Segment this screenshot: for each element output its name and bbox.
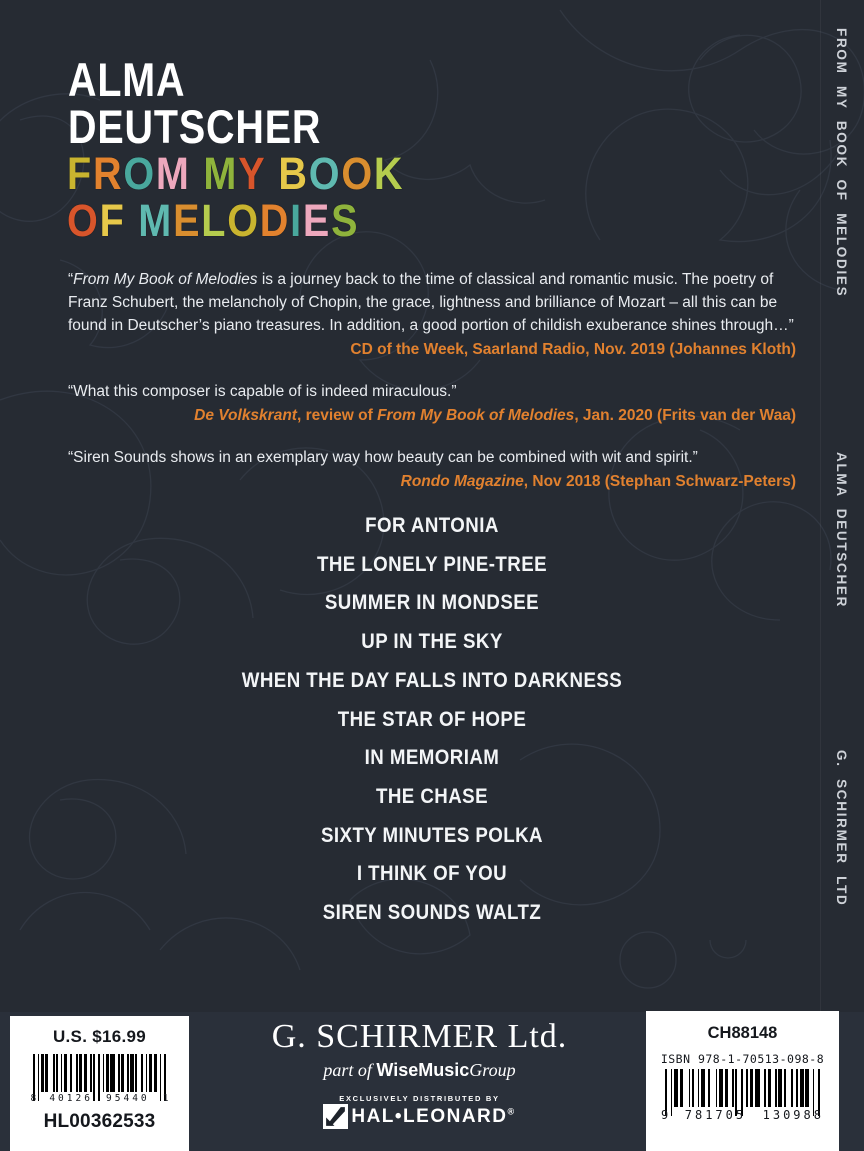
title-line-1: FROM MY BOOK bbox=[67, 148, 405, 199]
quote-attribution: De Volkskrant, review of From My Book of Melodies, Jan. 2020 (Frits van der Waa) bbox=[194, 407, 796, 424]
quote-block bbox=[68, 380, 796, 427]
upc-right-digits: 95440 bbox=[106, 1093, 150, 1104]
song-list bbox=[0, 506, 864, 932]
artist-line-1: ALMA bbox=[68, 53, 186, 106]
song-title: SUMMER IN MONDSEE bbox=[324, 590, 540, 615]
book-title bbox=[67, 150, 404, 244]
ean-barcode-bars bbox=[660, 1069, 825, 1107]
quote-block bbox=[68, 446, 796, 493]
upc-lead-digit: 8 bbox=[30, 1093, 37, 1104]
review-quotes bbox=[68, 268, 796, 512]
price-barcode-box bbox=[10, 1016, 189, 1151]
upc-barcode bbox=[30, 1054, 170, 1104]
song-title: THE CHASE bbox=[375, 783, 488, 808]
artist-line-2: DEUTSCHER bbox=[68, 100, 322, 153]
spine-title: FROM MY BOOK OF MELODIES bbox=[834, 28, 849, 298]
ean-left-digits: 781705 bbox=[684, 1108, 747, 1122]
g-schirmer-logo: G. SCHIRMER Ltd. bbox=[271, 1018, 568, 1055]
title-line-2: OF MELODIES bbox=[67, 195, 360, 246]
artist-name bbox=[68, 53, 322, 153]
spine-publisher: G. SCHIRMER LTD bbox=[834, 750, 849, 907]
chester-catalog-number: CH88148 bbox=[707, 1024, 778, 1042]
hal-leonard-quill-icon bbox=[323, 1104, 348, 1129]
hal-leonard-logo bbox=[193, 1104, 646, 1129]
part-of-label: part of bbox=[323, 1060, 377, 1080]
quote-block bbox=[68, 268, 796, 361]
quote-text: “Siren Sounds shows in an exemplary way how beauty can be combined with wit and spirit.” bbox=[68, 449, 698, 466]
ean-digits bbox=[660, 1108, 825, 1122]
ean-barcode bbox=[660, 1069, 825, 1122]
quote-attribution: CD of the Week, Saarland Radio, Nov. 2019 (Johannes Kloth) bbox=[350, 341, 796, 358]
song-title: SIREN SOUNDS WALTZ bbox=[322, 900, 542, 925]
song-title: I THINK OF YOU bbox=[356, 861, 508, 886]
hal-leonard-wordmark: HAL•LEONARD® bbox=[351, 1105, 516, 1127]
song-title: FOR ANTONIA bbox=[365, 513, 499, 537]
song-title: SIXTY MINUTES POLKA bbox=[320, 822, 544, 847]
publisher-logos bbox=[193, 1018, 646, 1129]
song-title: UP IN THE SKY bbox=[361, 629, 503, 654]
registered-mark: ® bbox=[507, 1106, 516, 1117]
song-title: IN MEMORIAM bbox=[364, 745, 500, 770]
upc-digits bbox=[30, 1093, 170, 1104]
upc-barcode-bars bbox=[30, 1054, 170, 1092]
song-title: THE LONELY PINE-TREE bbox=[316, 551, 548, 576]
spine-artist: ALMA DEUTSCHER bbox=[834, 452, 849, 609]
upc-trail-digit: 1 bbox=[162, 1093, 169, 1104]
ean-right-digits: 130988 bbox=[762, 1108, 824, 1122]
hal-leonard-catalog-number: HL00362533 bbox=[43, 1111, 156, 1132]
isbn-barcode-box bbox=[646, 1011, 839, 1151]
group-label: Group bbox=[469, 1060, 516, 1080]
quote-text: “What this composer is capable of is indeed miraculous.” bbox=[68, 383, 457, 400]
isbn-label: ISBN 978-1-70513-098-8 bbox=[660, 1052, 825, 1066]
song-title: WHEN THE DAY FALLS INTO DARKNESS bbox=[241, 667, 623, 692]
wise-music-label: WiseMusic bbox=[376, 1060, 470, 1080]
quote-attribution: Rondo Magazine, Nov 2018 (Stephan Schwarz-Peters) bbox=[400, 473, 796, 490]
distributed-by-label: EXCLUSIVELY DISTRIBUTED BY bbox=[339, 1094, 500, 1103]
price-label: U.S. $16.99 bbox=[52, 1027, 147, 1046]
ean-lead-digit: 9 bbox=[661, 1108, 669, 1122]
wise-music-group-line bbox=[193, 1059, 646, 1081]
song-title: THE STAR OF HOPE bbox=[337, 706, 527, 731]
quote-text: “From My Book of Melodies is a journey back to the time of classical and romantic music. The poetry of Franz Schubert, the melancholy of Chopin, the grace, lightness and brilliance of Mozart – all this can be found in Deutscher’s piano treasures. In addition, a good portion of childish exuberance shines through…” bbox=[68, 271, 794, 334]
upc-left-digits: 40126 bbox=[49, 1093, 93, 1104]
